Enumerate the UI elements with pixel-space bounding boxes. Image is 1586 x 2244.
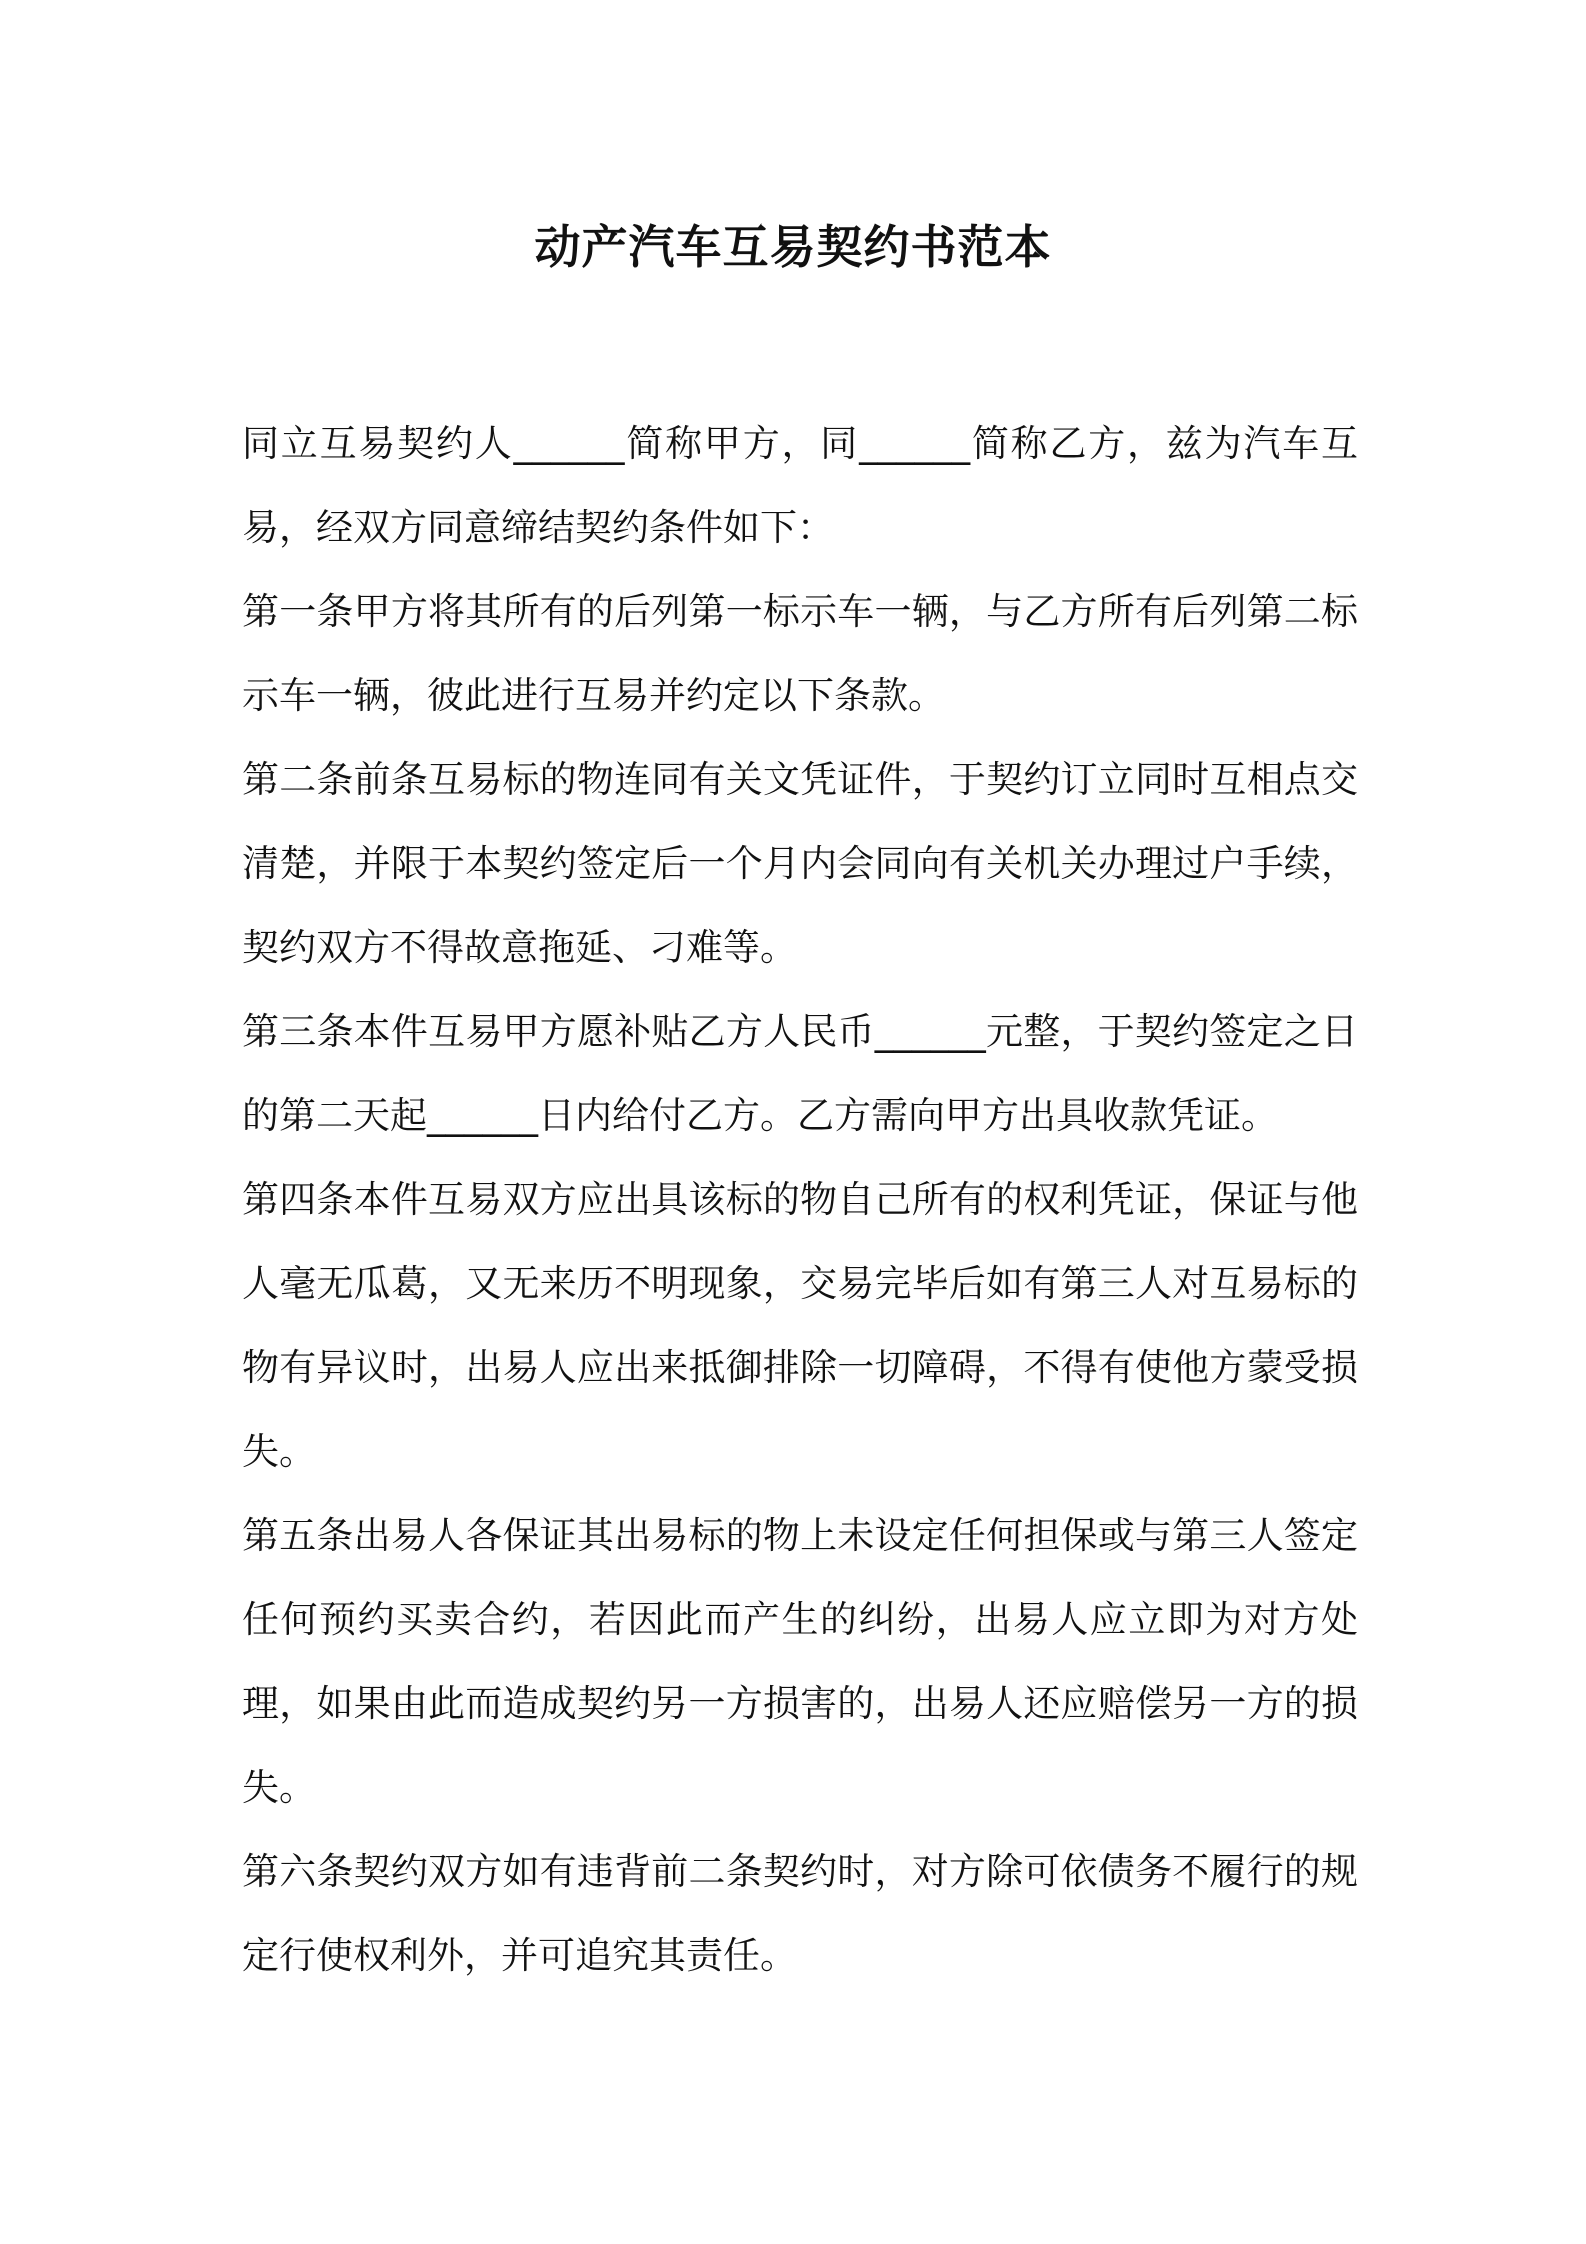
document-body [242,402,1358,1998]
paragraph-article-6: 第六条契约双方如有违背前二条契约时，对方除可依债务不履行的规定行使权利外，并可追究其责任。 [242,1850,1358,1977]
paragraph-article-3: 第三条本件互易甲方愿补贴乙方人民币______元整，于契约签定之日的第二天起______日内给付乙方。乙方需向甲方出具收款凭证。 [242,1010,1358,1137]
paragraph-article-1: 第一条甲方将其所有的后列第一标示车一辆，与乙方所有后列第二标示车一辆，彼此进行互易并约定以下条款。 [242,590,1358,717]
paragraph-article-5: 第五条出易人各保证其出易标的物上未设定任何担保或与第三人签定任何预约买卖合约，若因此而产生的纠纷，出易人应立即为对方处理，如果由此而造成契约另一方损害的，出易人还应赔偿另一方的损失。 [242,1514,1358,1809]
document-title: 动产汽车互易契约书范本 [534,220,1052,274]
paragraph-article-4: 第四条本件互易双方应出具该标的物自己所有的权利凭证，保证与他人毫无瓜葛，又无来历不明现象，交易完毕后如有第三人对互易标的物有异议时，出易人应出来抵御排除一切障碍，不得有使他方蒙受损失。 [242,1178,1358,1473]
paragraph-article-2: 第二条前条互易标的物连同有关文凭证件，于契约订立同时互相点交清楚，并限于本契约签定后一个月内会同向有关机关办理过户手续，契约双方不得故意拖延、刁难等。 [242,758,1358,969]
paragraph-preamble: 同立互易契约人______简称甲方，同______简称乙方，兹为汽车互易，经双方同意缔结契约条件如下： [242,422,1358,549]
